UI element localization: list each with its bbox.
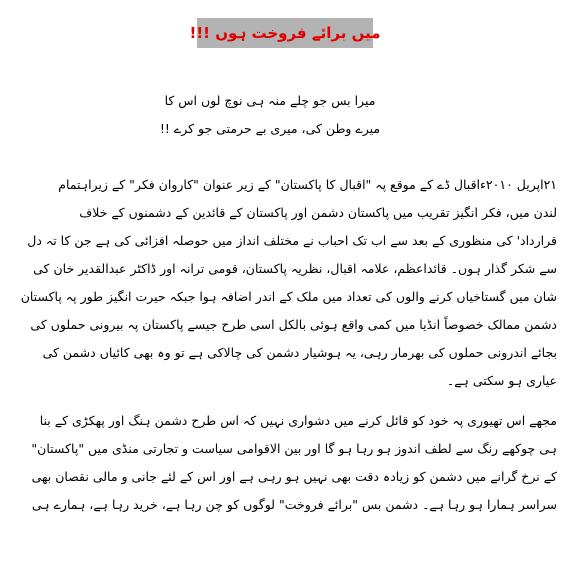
poem-line: میرا بس جو چلے منہ ہی نوچ لوں اس کا <box>164 93 376 108</box>
paragraph-line: سراسر ہمارا ہو رہا ہے۔ دشمن بس "برائے فروخت" لوگوں کو چن رہا ہے، خرید رہا ہے، ہمارے ہی <box>31 497 557 512</box>
paragraph-line: کے نرخ گرانے میں دشمن کو زیادہ دقت بھی نہیں ہو رہی ہے اور اس کے لئے جانی و مالی نقصان بھی <box>31 469 557 484</box>
paragraph-line: مجھے اس تھیوری پہ خود کو قائل کرنے میں دشواری نہیں کہ اس طرح دشمن ہنگ اور پھکڑی کے بنا <box>39 413 557 428</box>
paragraph-line: شان میں گستاخیاں کرنے والوں کی تعداد میں ملک کے اندر اضافہ ہوا جبکہ حیرت انگیز طور پہ پاکستان <box>20 289 557 304</box>
paragraph-line: ۲۱اپریل ۲۰۱۰ءاقبال ڈے کے موقع پہ "اقبال کا پاکستان" کے زیر عنوان "کاروان فکر" کے زیراہتمام <box>58 177 557 192</box>
page-title: میں برائے فروخت ہوں !!! <box>189 24 381 42</box>
paragraph-line: عیاری ہو سکتی ہے۔ <box>446 373 557 388</box>
paragraph-line: دشمن ممالک خصوصاً انڈیا میں کمی واقع ہوئی بالکل اسی طرح جیسے پاکستان پہ بیرونی حملوں کی <box>30 317 557 332</box>
paragraph-line: ہی چوکھے رنگ سے لطف اندوز ہو رہا ہو گا اور بین الاقوامی سیاست و تجارتی منڈی میں "پاکستان" <box>31 441 557 456</box>
paragraph-line: سے شکر گذار ہوں۔ قائداعظم، علامہ اقبال، نظریہ پاکستان، قومی ترانہ اور ڈاکٹر عبدالقدیر خان کی <box>33 261 557 276</box>
paragraph-line: قرارداد' کی منظوری کے بعد سے اب تک احباب نے مختلف انداز میں حوصلہ افزائی کی ہے جن کا تہ دل <box>27 233 557 248</box>
paragraph-line: لندن میں، فکر انگیز تقریب میں پاکستان دشمن اور پاکستان کے قائدین کے دشمنوں کے خلاف <box>79 205 557 220</box>
paragraph-line: بجائے اندرونی حملوں کی بھرمار رہی، یہ ہوشیار دشمن کی چالاکی ہے تو وہ بھی کائیاں دشمن کی <box>42 345 557 360</box>
title-banner <box>189 18 381 48</box>
poem-line: میرے وطن کی، میری بے حرمتی جو کرے !! <box>159 121 381 136</box>
